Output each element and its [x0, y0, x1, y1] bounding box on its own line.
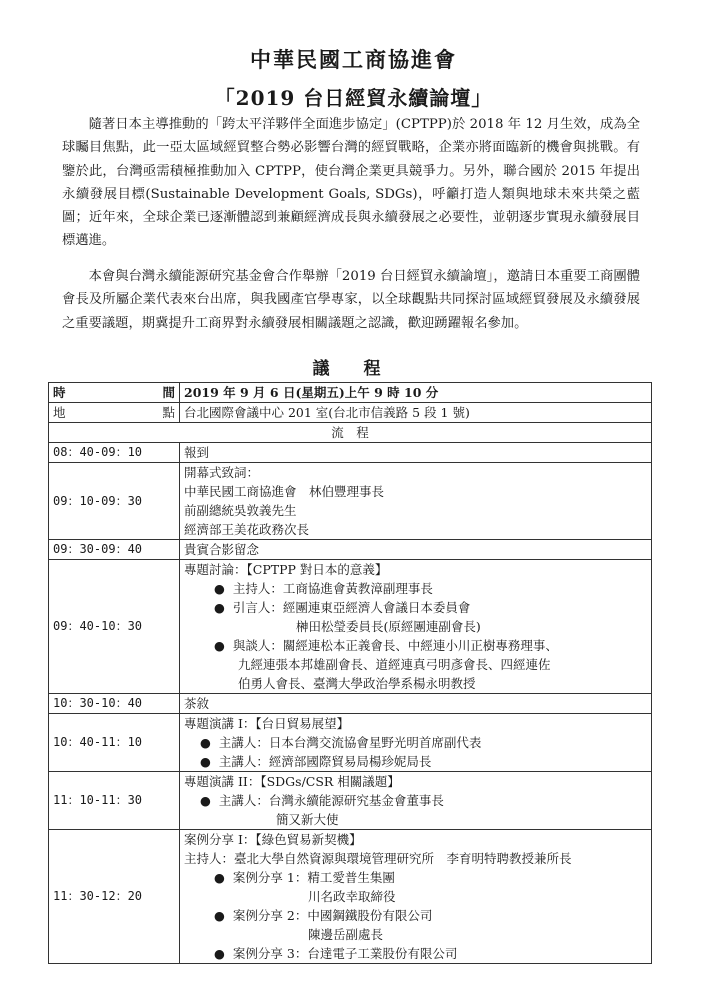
row-time: 11：30-12：20 [49, 830, 180, 964]
row-time: 09：10-09：30 [49, 463, 180, 540]
table-row [49, 772, 652, 830]
org-title: 中華民國工商協進會 [250, 47, 457, 72]
bullet-icon: ● [200, 735, 211, 750]
session-heading: 案例分享 I：【綠色貿易新契機】 [184, 832, 362, 847]
row-content: 貴賓合影留念 [180, 540, 652, 560]
table-row [49, 694, 652, 714]
table-row [49, 443, 652, 463]
time-value: 2019 年 9 月 6 日(星期五)上午 9 時 10 分 [180, 383, 652, 403]
row-content: 開幕式致詞： 中華民國工商協進會 林伯豐理事長 前副總統吳敦義先生 經濟部王美花政務次長 [180, 463, 652, 540]
session-heading: 專題討論：【CPTPP 對日本的意義】 [184, 562, 388, 577]
table-row [49, 540, 652, 560]
event-title: 「2019 台日經貿永續論壇」 [214, 86, 493, 110]
place-value: 台北國際會議中心 201 室(台北市信義路 5 段 1 號) [180, 403, 652, 423]
session-heading: 專題演講 I：【台日貿易展望】 [184, 716, 350, 731]
bullet-icon: ● [214, 600, 225, 615]
table-row [49, 463, 652, 540]
table-row [49, 714, 652, 772]
row-content: 報到 [180, 443, 652, 463]
bullet-icon: ● [200, 793, 211, 808]
bullet-icon: ● [214, 581, 225, 596]
flow-header: 流 程 [49, 423, 652, 443]
row-time: 09：40-10：30 [49, 560, 180, 694]
intro-paragraph-1: 隨著日本主導推動的「跨太平洋夥伴全面進步協定」(CPTPP)於 2018 年 12 月生效，成為全球矚目焦點，此一亞太區域經貿整合勢必影響台灣的經貿戰略，企業亦將面臨新的機會與挑戰。有鑒於此，台灣亟需積極推動加入 CPTPP，使台灣企業更具競爭力。另外，聯合國於 2015 年提出永續發展目標(Sustainable Development Goals, SDGs)，呼籲打造人類與地球未來共榮之藍圖；近年來，全球企業已逐漸體認到兼顧經濟成長與永續發展之必要性，並朝逐步實現永續發展目標邁進。 [62, 117, 640, 249]
row-time: 09：30-09：40 [49, 540, 180, 560]
row-time: 10：30-10：40 [49, 694, 180, 714]
bullet-icon: ● [214, 946, 225, 961]
row-content: 專題演講 II：【SDGs/CSR 相關議題】 ● 主講人：台灣永續能源研究基金會董事長 簡又新大使 [180, 772, 652, 830]
time-label-cell: 時 間 [49, 383, 180, 403]
intro-paragraph-2: 本會與台灣永續能源研究基金會合作舉辦「2019 台日經貿永續論壇」，邀請日本重要工商團體會長及所屬企業代表來台出席，與我國產官學專家，以全球觀點共同探討區域經貿發展及永續發展之重要議題，期冀提升工商界對永續發展相關議題之認識，歡迎踴躍報名參加。 [62, 269, 640, 331]
place-label-cell: 地 點 [49, 403, 180, 423]
table-row [49, 403, 652, 423]
row-content: 專題討論：【CPTPP 對日本的意義】 ● 主持人：工商協進會黃教漳副理事長 ● 引言人：經團連東亞經濟人會議日本委員會 榊田松瑩委員長(原經團連副會長) ● 與談人：關經連松本正義會長、中經連小川正樹專務理事、 九經連張本邦雄副會長、道經連真弓明彥會長、四經連佐 伯勇人會長、臺灣大學政治學系楊永明教授 [180, 560, 652, 694]
table-row [49, 423, 652, 443]
row-content: 茶敘 [180, 694, 652, 714]
agenda-table [48, 382, 652, 964]
row-time: 10：40-11：10 [49, 714, 180, 772]
session-heading: 專題演講 II：【SDGs/CSR 相關議題】 [184, 774, 400, 789]
row-time: 11：10-11：30 [49, 772, 180, 830]
bullet-icon: ● [214, 638, 225, 653]
agenda-heading: 議 程 [312, 359, 395, 379]
table-row [49, 383, 652, 403]
row-content: 專題演講 I：【台日貿易展望】 ● 主講人：日本台灣交流協會星野光明首席副代表 ● 主講人：經濟部國際貿易局楊珍妮局長 [180, 714, 652, 772]
table-row [49, 830, 652, 964]
row-time: 08：40-09：10 [49, 443, 180, 463]
table-row [49, 560, 652, 694]
bullet-icon: ● [200, 754, 211, 769]
bullet-icon: ● [214, 870, 225, 885]
bullet-icon: ● [214, 908, 225, 923]
row-content: 案例分享 I：【綠色貿易新契機】 主持人：臺北大學自然資源與環境管理研究所 李育明特聘教授兼所長 ● 案例分享 1：精工愛普生集團 川名政幸取締役 ● 案例分享 2：中國鋼鐵股份有限公司 陳邊岳副處長 ● 案例分享 3：台達電子工業股份有限公司 [180, 830, 652, 964]
